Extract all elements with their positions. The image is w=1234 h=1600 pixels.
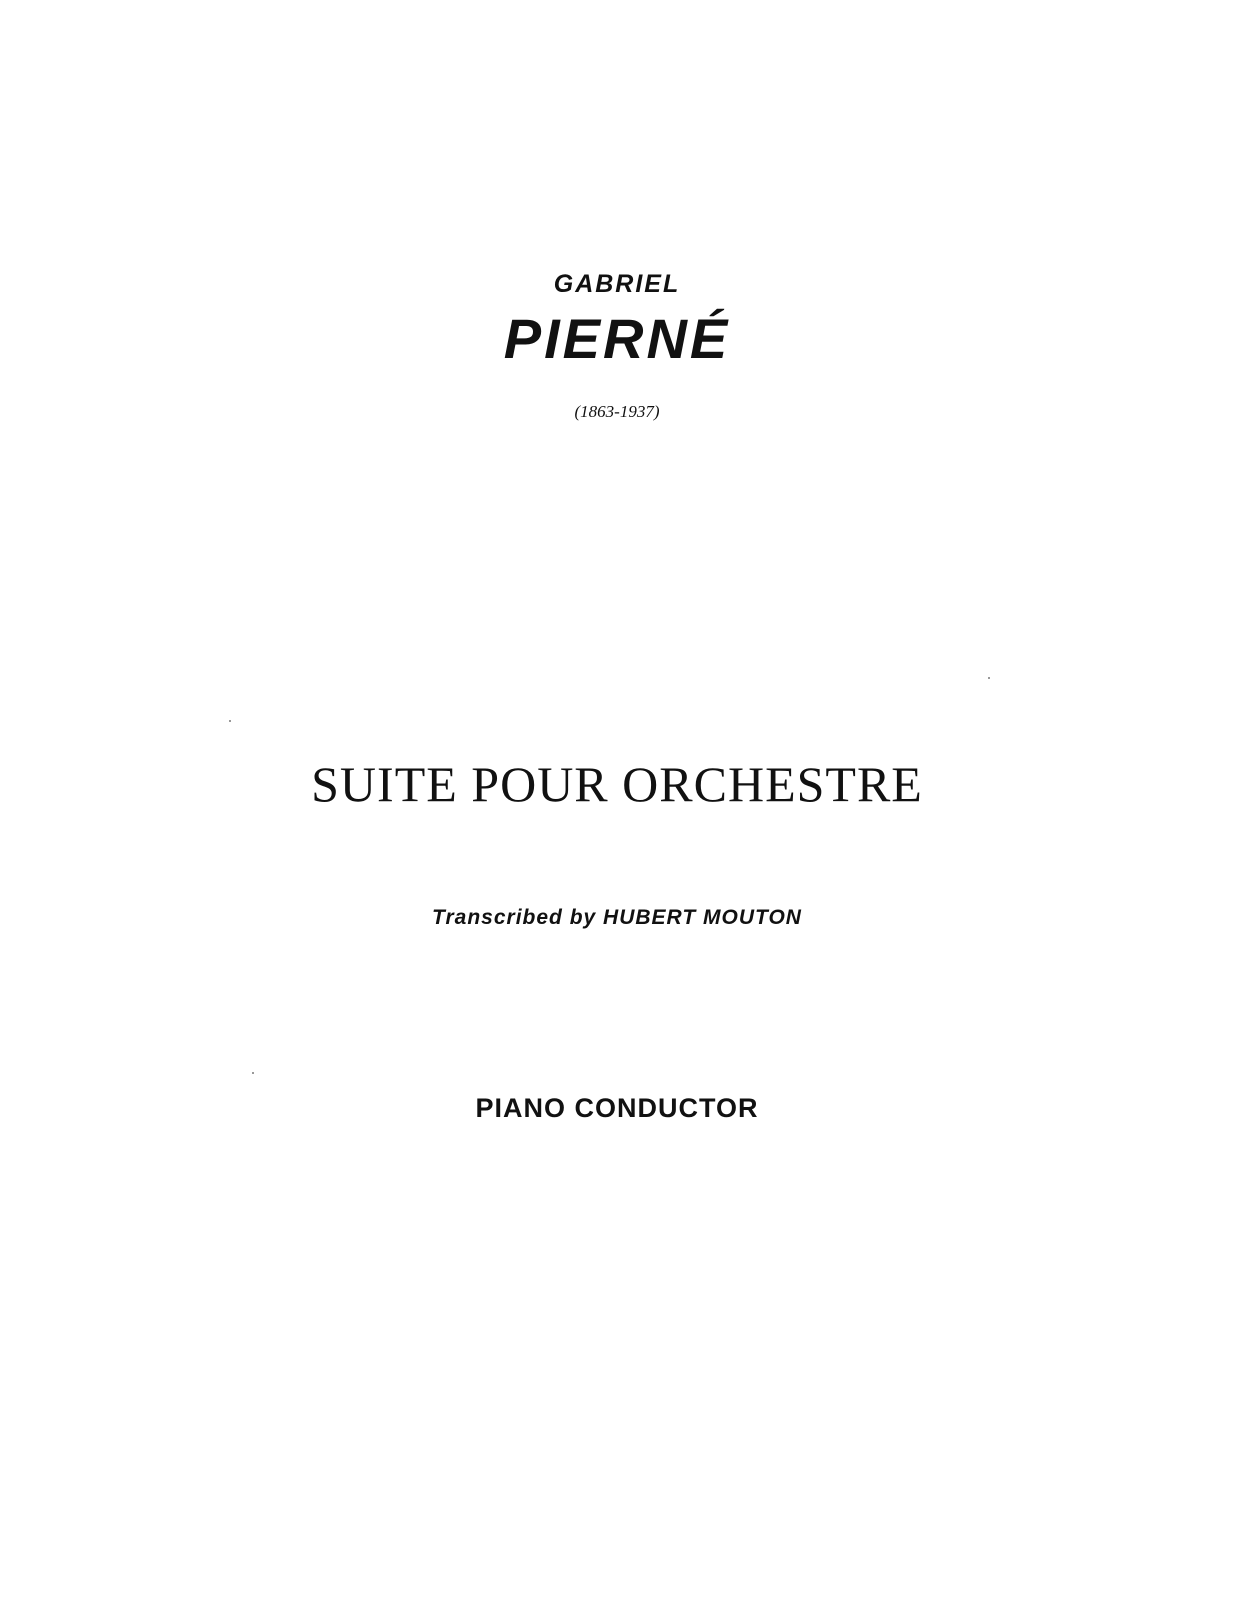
scan-speck <box>229 720 231 722</box>
composer-dates: (1863-1937) <box>574 402 660 421</box>
composer-first-name: GABRIEL <box>553 270 681 298</box>
edition-label: PIANO CONDUCTOR <box>475 1093 759 1123</box>
composer-last-name: PIERNÉ <box>503 307 731 370</box>
scan-speck <box>988 677 990 679</box>
transcription-credit: Transcribed by HUBERT MOUTON <box>432 906 802 929</box>
work-title: SUITE POUR ORCHESTRE <box>311 756 923 812</box>
scan-speck <box>252 1072 254 1074</box>
